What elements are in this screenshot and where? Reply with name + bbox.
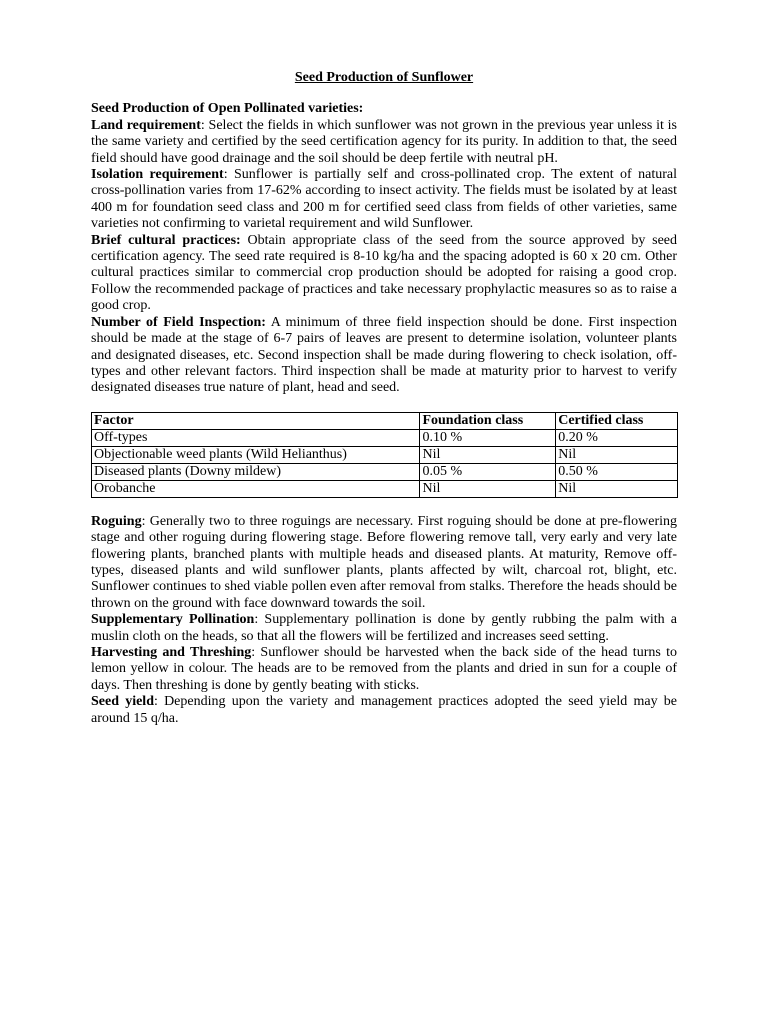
land-requirement-text: : Select the fields in which sunflower was not grown in the previous year unless it is the same variety and certified by the seed certification agency for its purity. In addition to that, the seed field should have good drainage and the soil should be deep fertile with neutral pH. [91, 117, 677, 166]
table-row [92, 429, 678, 446]
supplementary-pollination-paragraph [91, 612, 677, 645]
harvesting-threshing-label: Harvesting and Threshing [91, 644, 252, 660]
section-subheading: Seed Production of Open Pollinated varieties: [91, 101, 364, 117]
isolation-requirement-text: : Sunflower is partially self and cross-pollinated crop. The extent of natural cross-pollination varies from 17-62% according to insect activity. The fields must be isolated by at least 400 m for foundation seed class and 200 m for certified seed class from fields of other varieties, same varieties not confirming to varietal requirement and wild Sunflower. [91, 167, 677, 232]
table-cell-certified: Nil [556, 446, 678, 463]
land-requirement-label: Land requirement [91, 117, 201, 133]
supplementary-pollination-text: : Supplementary pollination is done by gently rubbing the palm with a muslin cloth on the heads, so that all the flowers will be fertilized and increases seed setting. [91, 612, 677, 644]
field-inspection-paragraph [91, 315, 677, 397]
table-cell-certified: 0.20 % [556, 429, 678, 446]
page-title: Seed Production of Sunflower [294, 70, 474, 85]
table-cell-certified: 0.50 % [556, 463, 678, 480]
isolation-requirement-paragraph [91, 167, 677, 233]
table-row [92, 463, 678, 480]
table-cell-factor: Orobanche [92, 480, 420, 497]
table-cell-foundation: Nil [420, 480, 556, 497]
table-row [92, 480, 678, 497]
table-cell-foundation: Nil [420, 446, 556, 463]
field-inspection-label: Number of Field Inspection: [91, 314, 266, 330]
seed-yield-paragraph [91, 694, 677, 727]
factor-standards-table [91, 412, 678, 498]
table-row [92, 446, 678, 463]
roguing-text: : Generally two to three roguings are necessary. First roguing should be done at pre-flowering stage and other roguing during flowering stage. Before flowering remove tall, very early and very late flowering plants, branched plants with multiple heads and diseased plants. At maturity, Remove off-types, diseased plants and wild sunflower plants, plants affected by wilt, charcoal rot, blight, etc. Sunflower continues to shed viable pollen even after removal from stalks. Therefore the heads should be thrown on the ground with face downward towards the soil. [91, 513, 677, 611]
table-header-foundation: Foundation class [420, 412, 556, 429]
table-header-row [92, 412, 678, 429]
seed-yield-text: : Depending upon the variety and management practices adopted the seed yield may be around 15 q/ha. [91, 694, 677, 726]
cultural-practices-text: Obtain appropriate class of the seed from the source approved by seed certification agency. The seed rate required is 8-10 kg/ha and the spacing adopted is 60 x 20 cm. Other cultural practices similar to commercial crop production should be adopted for raising a good crop. Follow the recommended package of practices and take necessary prophylactic measures so as to raise a good crop. [91, 232, 678, 314]
table-cell-foundation: 0.10 % [420, 429, 556, 446]
harvesting-threshing-paragraph [91, 645, 677, 694]
cultural-practices-paragraph [91, 233, 677, 315]
table-cell-factor: Objectionable weed plants (Wild Helianthus) [92, 446, 420, 463]
table-header-factor: Factor [92, 412, 420, 429]
document-page [91, 70, 677, 727]
table-header-certified: Certified class [556, 412, 678, 429]
table-cell-certified: Nil [556, 480, 678, 497]
harvesting-threshing-text: : Sunflower should be harvested when the back side of the head turns to lemon yellow in colour. The heads are to be removed from the plants and dried in sun for a couple of days. Then threshing is done by gently beating with sticks. [91, 644, 677, 693]
roguing-label: Roguing [91, 513, 142, 529]
cultural-practices-label: Brief cultural practices: [91, 232, 241, 248]
land-requirement-paragraph [91, 118, 677, 167]
table-cell-foundation: 0.05 % [420, 463, 556, 480]
isolation-requirement-label: Isolation requirement [91, 167, 224, 183]
roguing-paragraph [91, 514, 677, 612]
field-inspection-text: A minimum of three field inspection should be done. First inspection should be made at the stage of 6-7 pairs of leaves are present to determine isolation, volunteer plants and designated diseases, etc. Second inspection shall be made during flowering to check isolation, off-types and other relevant factors. Third inspection shall be made at maturity prior to harvest to verify designated diseases true nature of plant, head and seed. [91, 314, 677, 396]
table-cell-factor: Diseased plants (Downy mildew) [92, 463, 420, 480]
supplementary-pollination-label: Supplementary Pollination [91, 612, 255, 628]
seed-yield-label: Seed yield [91, 694, 154, 710]
table-cell-factor: Off-types [92, 429, 420, 446]
